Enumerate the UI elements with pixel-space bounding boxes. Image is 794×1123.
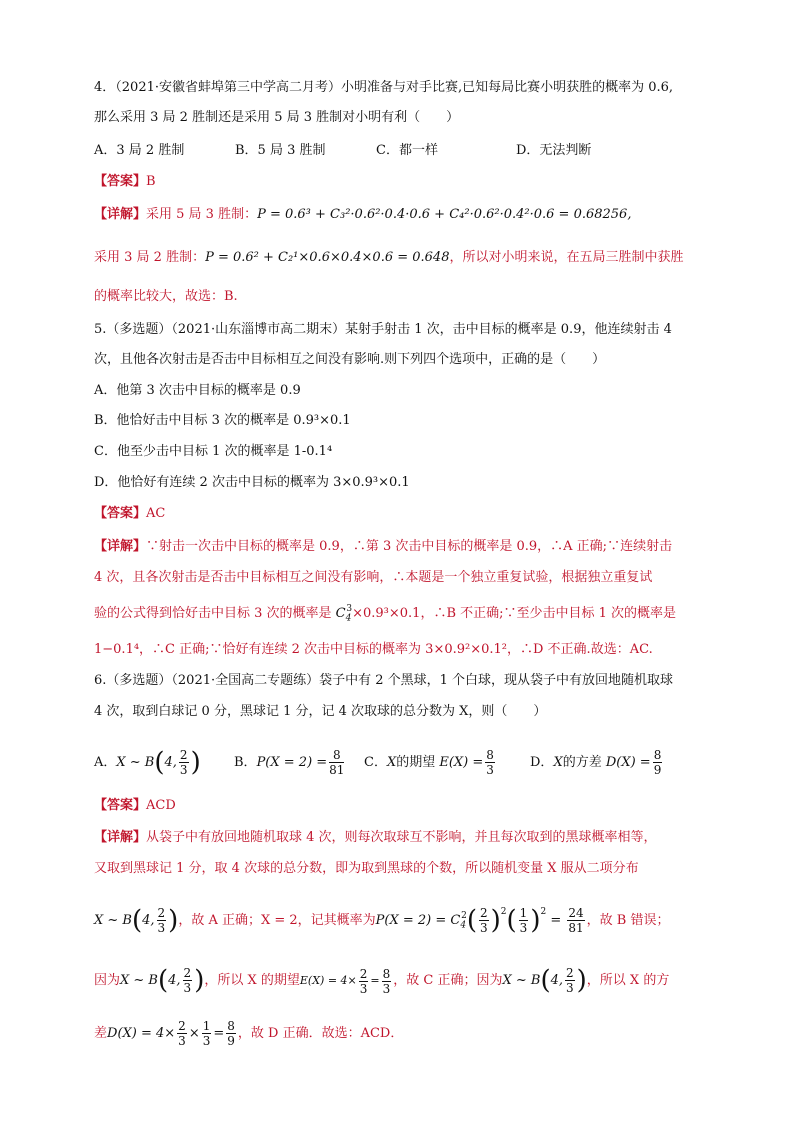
variance-formula: D(X) = 4× $\frac{2}{3}$ × $\frac{1}{3}$ = $\frac{8}{9}$ xyxy=(107,1019,235,1048)
detail-label: 【详解】 xyxy=(94,207,147,222)
q4-stem-line1: 4．（2021·安徽省蚌埠第三中学高二月考）小明准备与对手比赛,已知每局比赛小明获胜的概率为 0.6, xyxy=(94,80,674,95)
q6-detail-line1: 【详解】从袋子中有放回地随机取球 4 次，则每次取球互不影响，并且每次取到的黑球概率相等， xyxy=(94,830,657,845)
q4-stem-line2: 那么采用 3 局 2 胜制还是采用 5 局 3 胜制对小明有利（ ） xyxy=(94,110,460,125)
detail-label: 【详解】 xyxy=(94,539,147,554)
answer-label: 【答案】 xyxy=(94,506,147,521)
q4-answer xyxy=(94,172,156,192)
q5-stem-line1: 5.（多选题）（2021·山东淄博市高二期末）某射手射击 1 次，击中目标的概率是 0.9，他连续射击 4 xyxy=(94,322,672,337)
q5-detail-line3: 验的公式得到恰好击中目标 3 次的概率是 $C_4^3\times 0.9^3\times 0.1$，∴B 不正确;∵至少击中目标 1 次的概率是 xyxy=(94,604,677,624)
q4-option-d: D．无法判断 xyxy=(516,143,592,158)
answer-label: 【答案】 xyxy=(94,174,147,189)
q6-answer-value: ACD xyxy=(146,798,176,813)
q6-stem-line1: 6.（多选题）（2021·全国高二专题练）袋子中有 2 个黑球，1 个白球，现从袋子中有放回地随机取球 xyxy=(94,673,674,688)
q4-detail-line2: 采用 3 局 2 胜制：P = 0.6² + C₂¹×0.6×0.4×0.6 = 0.648，所以对小明来说，在五局三胜制中获胜 xyxy=(94,250,684,265)
q4-formula-5-3: P = 0.6³ + C₃²·0.6²·0.4·0.6 + C₄²·0.6²·0.4²·0.6 = 0.68256, xyxy=(257,207,632,222)
q6-options xyxy=(94,748,664,777)
q4-option-c: C．都一样 xyxy=(376,143,438,158)
q5-answer-value: AC xyxy=(146,506,166,521)
q5-option-b: B．他恰好击中目标 3 次的概率是 0.9³×0.1 xyxy=(94,413,351,428)
q4-detail-line3: 的概率比较大，故选：B. xyxy=(94,289,238,304)
q4-formula-3-2: P = 0.6² + C₂¹×0.6×0.4×0.6 = 0.648 xyxy=(205,250,450,265)
combination-c43: $C_4^3$ xyxy=(331,604,353,624)
q6-option-c: C．X的期望 E(X) = $\frac{8}{3}$ xyxy=(364,748,494,777)
q5-stem-line2: 次，且他各次射击是否击中目标相互之间没有影响.则下列四个选项中，正确的是（ ） xyxy=(94,352,606,367)
q6-option-b: B．P(X = 2) = $\frac{8}{81}$ xyxy=(234,748,345,777)
q5-detail-line2: 4 次，且各次射击是否击中目标相互之间没有影响，∴本题是一个独立重复试验，根据独立重复试 xyxy=(94,570,653,585)
probability-formula: $P(X = 2) = C_4^2$( $\frac{2}{3}$ )$^2$( $\frac{1}{3}$ )$^2$ = $\frac{24}{81}$ xyxy=(375,905,584,936)
answer-label: 【答案】 xyxy=(94,798,147,813)
q5-detail-line1: 【详解】∵射击一次击中目标的概率是 0.9，∴第 3 次击中目标的概率是 0.9，∴A 正确;∵连续射击 xyxy=(94,539,673,554)
detail-label: 【详解】 xyxy=(94,830,147,845)
q6-detail-line5: 差D(X) = 4× $\frac{2}{3}$ × $\frac{1}{3}$ = $\frac{8}{9}$ ，故 D 正确．故选：ACD． xyxy=(94,1019,404,1048)
q4-detail-line1: 【详解】采用 5 局 3 胜制：P = 0.6³ + C₃²·0.6²·0.4·0.6 + C₄²·0.6²·0.4²·0.6 = 0.68256, xyxy=(94,207,632,222)
q6-answer xyxy=(94,796,176,816)
q5-option-c: C．他至少击中目标 1 次的概率是 1-0.1⁴ xyxy=(94,444,333,459)
q4-option-a: A．3 局 2 胜制 xyxy=(94,143,185,158)
q5-detail-line4: 1−0.1⁴，∴C 正确;∵恰好有连续 2 次击中目标的概率为 3×0.9²×0.1²，∴D 不正确.故选：AC. xyxy=(94,642,653,657)
q6-stem-line2: 4 次，取到白球记 0 分，黑球记 1 分，记 4 次取球的总分数为 X，则（ ） xyxy=(94,704,547,719)
q5-option-d: D．他恰好有连续 2 次击中目标的概率为 3×0.9³×0.1 xyxy=(94,475,410,490)
q6-detail-line3: X ~ B(4, $\frac{2}{3}$ )，故 A 正确；X = 2，记其概率为$P(X = 2) = C_4^2$( $\frac{2}{3}$ )$^2$( $\frac{1}{3}$ )$^2$ = $\frac{24}{81}$ ，故 B 错误； xyxy=(94,905,670,936)
q5-answer xyxy=(94,504,165,524)
q4-answer-value: B xyxy=(146,174,156,189)
q5-option-a: A．他第 3 次击中目标的概率是 0.9 xyxy=(94,383,301,398)
q4-options xyxy=(94,141,591,161)
expectation-formula: E(X) = 4× $\frac{2}{3}$ = $\frac{8}{3}$ xyxy=(299,966,391,996)
q6-detail-line2: 又取到黑球记 1 分，取 4 次球的总分数，即为取到黑球的个数，所以随机变量 X 服从二项分布 xyxy=(94,861,639,876)
q6-option-d: D．X的方差 D(X) = $\frac{8}{9}$ xyxy=(530,748,662,777)
binomial-notation: X ~ B(4, $\frac{2}{3}$ ) xyxy=(94,905,179,936)
q6-option-a: A．X ~ B(4, $\frac{2}{3}$ ) xyxy=(94,747,201,778)
q6-detail-line4: 因为X ~ B(4, $\frac{2}{3}$ )，所以 X 的期望E(X) = 4× $\frac{2}{3}$ = $\frac{8}{3}$ ，故 C 正确；因为X ~ B(4, $\frac{2}{3}$ )，所以 X 的方 xyxy=(94,965,670,996)
q4-option-b: B．5 局 3 胜制 xyxy=(235,143,326,158)
